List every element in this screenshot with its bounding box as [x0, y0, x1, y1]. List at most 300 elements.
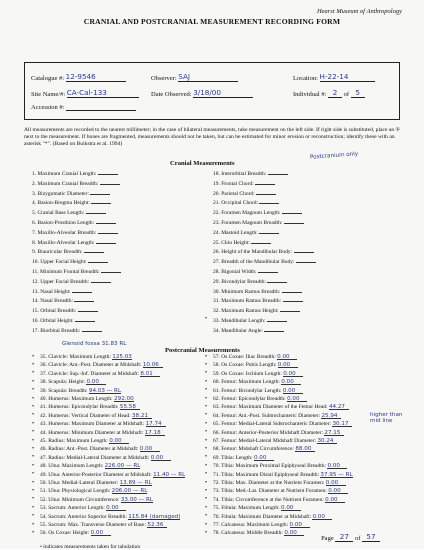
measurement-row — [213, 379, 301, 386]
measurement-label: 48. Ulna: Maximum Length: — [40, 463, 104, 470]
measurement-value-field[interactable] — [329, 404, 349, 410]
measurement-label: 78. Calcaneus: Middle Breadth: — [213, 530, 283, 537]
measurement-label: 40. Humerus: Maximum Length: — [40, 396, 113, 402]
measurement-label: 1. Maximum Cranial Length: — [32, 171, 97, 177]
measurement-value-field[interactable] — [312, 514, 332, 520]
measurement-value-field[interactable] — [325, 497, 345, 503]
measurement-row — [213, 497, 345, 504]
measurement-label: 56. Os Coxae: Height: — [40, 530, 90, 537]
measurement-value-field[interactable] — [295, 446, 315, 452]
catalogue-label: Catalogue #: — [31, 75, 65, 82]
measurement-value-field[interactable] — [84, 247, 104, 253]
measurement-row — [32, 208, 106, 217]
measurement-label: 27. Breadth of the Mandibular Body: — [213, 259, 295, 266]
measurement-value-field[interactable] — [284, 218, 304, 224]
measurement-value-field[interactable] — [88, 257, 108, 263]
measurement-label: 37. Clavicle: Sup.-Inf. Diameter at Midshaft: — [40, 370, 139, 377]
glenoid-fossa-note: Glenoid fossa 31.83 RL — [62, 341, 127, 347]
measurement-value-field[interactable] — [281, 505, 301, 511]
measurement-value: 292.00 — [114, 396, 134, 402]
measurement-value: 0.00 — [281, 379, 294, 386]
measurement-row — [40, 404, 140, 411]
measurement-value-field[interactable] — [277, 354, 297, 360]
measurement-label: 64. Femur: Ant.-Post. Subtrochanteric Diameter: — [213, 412, 321, 419]
measurement-value-field[interactable] — [267, 277, 287, 283]
measurement-value: 0.00 — [287, 396, 300, 402]
measurement-row — [213, 404, 349, 411]
measurement-value-field[interactable] — [100, 179, 120, 185]
measurement-value-field[interactable] — [91, 530, 111, 536]
measurement-row — [32, 267, 121, 276]
measurement-row — [40, 388, 121, 395]
measurement-value-field[interactable] — [268, 169, 288, 175]
measurement-value: 0.00 — [312, 513, 325, 520]
measurement-row — [213, 198, 279, 207]
measurement-row — [40, 421, 166, 428]
measurement-label: 68. Femur: Midshaft Circumference: — [213, 446, 294, 453]
measurement-row — [40, 522, 167, 529]
measurement-value-field[interactable] — [75, 316, 95, 322]
measurement-value: 88.00 — [295, 446, 312, 453]
measurement-value-field[interactable] — [264, 326, 284, 332]
measurement-value-field[interactable] — [106, 505, 126, 511]
measurement-value-field[interactable] — [120, 404, 140, 410]
measurement-row — [213, 326, 284, 335]
measurement-label: 13. Nasal Height: — [32, 288, 71, 295]
measurement-label: 33. Mandibular Length: — [213, 318, 266, 324]
measurement-value-field[interactable] — [283, 388, 303, 394]
measurement-label: 65. Femur: Medial-Lateral Subtrochanteric Diameter: — [213, 421, 332, 428]
measurement-row — [32, 306, 98, 315]
tabulation-bullet: • — [32, 471, 35, 478]
measurement-value-field[interactable] — [105, 463, 141, 469]
cranial-heading: Cranial Measurements — [170, 160, 235, 167]
tabulation-bullet: • — [32, 370, 35, 377]
measurement-value-field[interactable] — [98, 228, 118, 234]
measurement-value-field[interactable] — [86, 379, 106, 385]
tabulation-bullet: • — [205, 429, 208, 436]
measurement-row — [213, 488, 348, 495]
measurement-label: 55. Sacrum: Max. Transverse Diameter of Base: — [40, 522, 147, 528]
measurement-value-field[interactable] — [258, 267, 278, 273]
measurement-value-field[interactable] — [326, 480, 346, 486]
measurement-row — [213, 371, 303, 378]
measurement-label: 25. Chin Height: — [213, 239, 250, 246]
measurement-value: 0.00 — [284, 530, 297, 537]
measurement-value-field[interactable] — [112, 488, 148, 494]
measurement-label: 76. Fibula: Maximum Diameter at Midshaft: — [213, 513, 312, 520]
measurement-value: 0.00 — [327, 463, 340, 470]
measurement-row — [213, 396, 307, 403]
measurement-value: 0.00 — [280, 505, 294, 512]
measurement-row — [40, 396, 134, 403]
tabulation-bullet: • — [205, 361, 208, 368]
individual-of: of — [343, 91, 350, 98]
date-field — [151, 88, 253, 98]
measurement-row — [40, 480, 152, 487]
measurement-label: 32. Maximum Ramus Height: — [213, 308, 279, 315]
measurement-value: 8.01 — [140, 370, 153, 377]
observer-field — [151, 72, 238, 82]
measurement-row — [40, 488, 147, 495]
measurement-label: 2. Maximum Cranial Breadth: — [32, 180, 99, 187]
measurement-row — [213, 446, 315, 453]
measurement-value-field[interactable] — [147, 522, 167, 528]
page-value: 27 — [339, 532, 349, 541]
measurement-value: 52.36 — [147, 522, 164, 528]
tabulation-bullet: • — [205, 412, 208, 419]
measurement-value: 44.27 — [328, 404, 345, 411]
measurement-row — [40, 362, 163, 369]
accession-field — [31, 104, 136, 111]
measurement-value-field[interactable] — [121, 497, 153, 503]
measurement-value-field[interactable] — [96, 238, 116, 244]
measurement-value-field[interactable] — [140, 371, 160, 377]
measurement-value-field[interactable] — [327, 463, 347, 469]
measurement-value-field[interactable] — [112, 354, 132, 360]
measurement-value-field[interactable] — [255, 179, 275, 185]
measurement-label: 31. Maximum Ramus Breadth: — [213, 298, 282, 305]
tabulation-bullet: • — [205, 315, 208, 322]
measurement-value-field[interactable] — [78, 306, 98, 312]
tabulation-bullet: • — [205, 487, 208, 494]
measurement-value-field[interactable] — [96, 218, 116, 224]
measurement-label: 43. Humerus: Maximum Diameter at Midshaft: — [40, 421, 145, 428]
date-label: Date Observed: — [151, 91, 192, 98]
measurement-value-field[interactable] — [287, 396, 307, 402]
measurement-value: 30.24 — [317, 438, 334, 444]
measurement-label: 9. Biauricular Breadth: — [32, 249, 83, 256]
measurement-label: 44. Humerus: Minimum Diameter at Midshaft: — [40, 429, 144, 436]
measurement-label: 6. Basion-Prosthion Length: — [32, 220, 95, 226]
tabulation-bullet: • — [32, 387, 35, 394]
measurement-value: 0.00 — [282, 387, 296, 394]
observer-value-line — [178, 72, 238, 82]
measurement-value-field[interactable] — [254, 455, 274, 461]
tabulation-bullet: • — [205, 479, 208, 486]
measurement-row — [32, 198, 111, 207]
tabulation-bullet: • — [205, 420, 208, 427]
measurement-label: 72. Tibia: Max. Diameter at the Nutrient Foramen: — [213, 480, 325, 486]
site-value: CA-Cal-133 — [66, 88, 107, 97]
measurement-label: 17. Biorbital Breadth: — [32, 327, 81, 334]
measurement-label: 26. Height of the Mandibular Body: — [213, 249, 293, 256]
measurement-label: 62. Femur: Epicondylar Breadth: — [213, 396, 286, 402]
tabulation-bullet: • — [205, 454, 208, 461]
measurement-value-field[interactable] — [320, 472, 352, 478]
measurement-label: 67. Femur: Medial-Lateral Midshaft Diameter: — [213, 438, 317, 444]
date-value-line — [193, 88, 253, 98]
measurement-row — [40, 455, 171, 462]
measurement-value: 206.00 — RL — [111, 488, 148, 495]
measurement-row — [32, 238, 116, 247]
measurement-value: 11.40 — RL — [153, 471, 186, 478]
measurement-label: 7. Maxillo-Alveolar Breadth: — [32, 229, 97, 236]
measurement-value-field[interactable] — [321, 413, 341, 419]
measurement-label: 66. Femur: Anterior-Posterior Midshaft Diameter: — [213, 429, 324, 436]
measurement-value-field[interactable] — [91, 277, 111, 283]
measurement-row — [213, 421, 352, 428]
measurement-row — [213, 179, 275, 188]
measurement-value-field[interactable] — [290, 522, 310, 528]
measurement-row — [213, 316, 287, 325]
measurement-row — [213, 277, 287, 286]
measurement-label: 53. Sacrum: Anterior Length: — [40, 505, 105, 512]
bottom-note: • indicates measurements taken for tabulation — [40, 544, 141, 550]
measurement-value: 33.00 — RL — [120, 496, 153, 503]
individual-label: Individual #: — [293, 91, 327, 98]
measurement-value-field[interactable] — [324, 430, 344, 436]
measurement-label: 70. Tibia: Maximum Proximal Epiphyseal Breadth: — [213, 463, 327, 470]
measurement-value-field[interactable] — [296, 257, 316, 263]
tabulation-bullet: • — [32, 429, 35, 436]
measurement-label: 20. Parietal Chord: — [213, 190, 255, 197]
measurement-row — [213, 430, 344, 437]
measurement-label: 22. Foramen Magnum Length: — [213, 210, 281, 217]
measurement-value-field[interactable] — [145, 430, 165, 436]
measurement-value-field[interactable] — [98, 169, 118, 175]
measurement-row — [213, 505, 301, 512]
measurement-label: 15. Orbital Breadth: — [32, 308, 77, 315]
measurement-label: 19. Frontal Chord: — [213, 180, 254, 187]
tabulation-bullet: • — [32, 479, 35, 486]
measurement-value-field[interactable] — [132, 413, 152, 419]
tabulation-bullet: • — [205, 445, 208, 452]
measurement-row — [32, 316, 95, 325]
catalogue-value: 12-9546 — [65, 72, 96, 81]
form-title: CRANIAL AND POSTCRANIAL MEASUREMENT RECORDING FORM — [83, 17, 341, 26]
measurement-value-field[interactable] — [282, 287, 302, 293]
measurement-row — [32, 326, 102, 335]
measurement-value-field[interactable] — [140, 446, 160, 452]
catalogue-field — [31, 72, 126, 82]
measurement-value: 30.17 — [332, 421, 349, 428]
measurement-label: 51. Ulna: Physiological Length: — [40, 488, 111, 495]
tabulation-bullet: • — [32, 496, 35, 503]
measurement-label: 35. Clavicle: Maximum Length: — [40, 354, 111, 360]
measurement-label: 46. Radius: Ant.-Post. Diameter at Midshaft: — [40, 446, 139, 453]
observer-value: SAJ — [178, 72, 190, 81]
tabulation-bullet: • — [205, 403, 208, 410]
measurement-label: 58. Os Coxae: Pubis Length: — [213, 362, 277, 369]
tabulation-bullet: • — [32, 462, 35, 469]
measurement-label: 29. Bicondylar Breadth: — [213, 278, 267, 285]
measurement-value: 0.00 — [109, 438, 122, 444]
measurement-label: 71. Tibia: Maximum Distal Epiphyseal Breadth: — [213, 471, 320, 478]
tabulation-bullet: • — [205, 521, 208, 528]
measurement-value-field[interactable] — [267, 316, 287, 322]
tabulation-bullet: • — [205, 387, 208, 394]
site-value-line — [67, 88, 139, 98]
measurement-value-field[interactable] — [109, 438, 129, 444]
measurement-value-field[interactable] — [251, 238, 271, 244]
location-field — [293, 72, 375, 82]
measurement-value-field[interactable] — [120, 480, 152, 486]
measurement-row — [40, 438, 129, 445]
measurement-label: 34. Mandibular Angle: — [213, 327, 263, 334]
page-of: of — [354, 535, 361, 542]
measurement-row — [40, 505, 126, 512]
measurement-row — [40, 413, 152, 420]
measurement-value-field[interactable] — [91, 198, 111, 204]
measurement-row — [40, 371, 160, 378]
tabulation-bullet: • — [32, 395, 35, 402]
measurement-value: 94.03 — RL — [88, 387, 122, 394]
measurement-value-field[interactable] — [143, 362, 163, 368]
measurement-value-field[interactable] — [317, 438, 337, 444]
individual-total: 5 — [355, 88, 360, 97]
measurement-label: 21. Occipital Chord: — [213, 200, 259, 207]
location-value: H-22-14 — [319, 72, 349, 81]
measurement-label: 45. Radius: Maximum Length: — [40, 438, 108, 444]
measurement-row — [213, 287, 302, 296]
tabulation-bullet: • — [32, 437, 35, 444]
measurement-value: 13.89 — RL — [119, 480, 152, 486]
measurement-value-field[interactable] — [90, 189, 110, 195]
measurement-label: 52. Ulna: Minimum Circumference: — [40, 496, 120, 503]
measurement-label: 42. Humerus: Vertical Diameter of Head: — [40, 412, 131, 419]
measurement-value-field[interactable] — [151, 455, 171, 461]
measurement-value: 0.00 — [328, 488, 341, 495]
measurement-value: 0.00 — [106, 505, 119, 512]
measurement-value: 0.00 — [325, 480, 339, 486]
measurement-label: 69. Tibia: Length: — [213, 454, 253, 461]
femur-midline-note: higher than mid line — [370, 412, 403, 424]
site-label: Site Name/#: — [31, 91, 66, 98]
page-total-line — [362, 532, 380, 542]
measurement-value-field[interactable] — [284, 530, 304, 536]
measurement-value-field[interactable] — [278, 362, 298, 368]
measurement-value: 0.00 — [289, 522, 302, 528]
measurement-label: 11. Minimum Frontal Breadth: — [32, 269, 100, 275]
measurement-value: 0.00 — [86, 379, 99, 386]
measurement-row — [213, 208, 302, 217]
measurement-row — [40, 379, 106, 386]
tabulation-bullet: • — [205, 504, 208, 511]
measurement-value-field[interactable] — [72, 287, 92, 293]
tabulation-bullet: • — [205, 437, 208, 444]
individual-total-line — [351, 88, 365, 98]
tabulation-bullet: • — [32, 529, 35, 536]
measurement-row — [213, 514, 332, 521]
tabulation-bullet: • — [32, 403, 35, 410]
measurement-value-field[interactable] — [256, 189, 276, 195]
measurement-row — [213, 228, 279, 237]
measurement-label: 75. Fibula: Maximum Length: — [213, 505, 280, 512]
measurement-row — [213, 189, 276, 198]
tabulation-bullet: • — [205, 395, 208, 402]
measurement-row — [213, 438, 337, 445]
tabulation-bullet: • — [32, 454, 35, 461]
catalogue-value-line — [66, 72, 126, 82]
measurement-value-field[interactable] — [283, 296, 303, 302]
measurement-value-field[interactable] — [328, 488, 348, 494]
measurement-value-field[interactable] — [282, 208, 302, 214]
tabulation-bullet: • — [32, 361, 35, 368]
measurement-value-field[interactable] — [82, 326, 102, 332]
tabulation-bullet: • — [32, 353, 35, 360]
measurement-label: 50. Ulna: Medial-Lateral Diameter: — [40, 480, 119, 486]
postcranium-only-annotation: Postcranium only — [309, 151, 359, 161]
individual-field — [293, 88, 365, 98]
page-number — [321, 532, 380, 542]
measurement-label: 28. Bigonial Width: — [213, 269, 257, 275]
measurement-row — [213, 463, 347, 470]
tabulation-bullet: • — [32, 412, 35, 419]
measurement-row — [32, 257, 108, 266]
measurement-row — [213, 267, 278, 276]
measurement-value-field[interactable] — [101, 267, 121, 273]
catalogue-box — [24, 62, 400, 120]
accession-value-line — [66, 110, 136, 111]
measurement-value-field[interactable] — [259, 228, 279, 234]
measurement-value-field[interactable] — [280, 306, 300, 312]
individual-value: 2 — [332, 88, 338, 97]
measurement-value: 27.15 — [324, 429, 341, 436]
measurement-row — [40, 463, 140, 470]
tabulation-bullet: • — [205, 513, 208, 520]
measurement-row — [40, 446, 160, 453]
tabulation-bullet: • — [32, 521, 35, 528]
measurement-value-field[interactable] — [146, 421, 166, 427]
measurement-value-field[interactable] — [128, 514, 180, 520]
tabulation-bullet: • — [32, 378, 35, 385]
measurement-value: 125.03 — [112, 354, 132, 360]
measurement-label: 30. Minimum Ramus Breadth: — [213, 288, 281, 295]
measurement-row — [213, 169, 288, 178]
measurement-value: 0.00 — [277, 362, 291, 369]
measurement-value: 10.06 — [142, 362, 159, 369]
measurement-label: 57. Os Coxae: Iliac Breadth: — [213, 354, 276, 360]
measurement-label: 63. Femur: Maximum Diameter of the Femur Head: — [213, 404, 328, 411]
tabulation-bullet: • — [32, 487, 35, 494]
measurement-value-field[interactable] — [294, 247, 314, 253]
measurement-row — [32, 189, 110, 198]
accession-label: Accession #: — [31, 104, 65, 111]
measurement-value-field[interactable] — [86, 208, 106, 214]
measurement-value-field[interactable] — [74, 296, 94, 302]
measurement-value-field[interactable] — [283, 371, 303, 377]
site-field — [31, 88, 139, 98]
measurement-label: 36. Clavicle: Ant.-Post. Diameter at Midshaft: — [40, 362, 142, 369]
measurement-label: 38. Scapula: Height: — [40, 379, 86, 386]
tabulation-bullet: • — [205, 496, 208, 503]
measurement-value-field[interactable] — [259, 198, 279, 204]
measurement-row — [40, 497, 153, 504]
measurement-label: 47. Radius: Medial-Lateral Diameter at Midshaft: — [40, 454, 150, 461]
measurement-value-field[interactable] — [332, 421, 352, 427]
measurement-value: 37.95 — RL — [320, 471, 353, 478]
measurement-row — [213, 218, 304, 227]
measurement-row — [32, 296, 94, 305]
measurement-value: 17.18 — [144, 429, 161, 436]
measurement-value-field[interactable] — [89, 388, 121, 394]
measurement-row — [213, 455, 274, 462]
tabulation-bullet: • — [32, 420, 35, 427]
page-value-line — [335, 532, 353, 542]
measurement-row — [213, 472, 353, 479]
measurement-value-field[interactable] — [281, 379, 301, 385]
tabulation-bullet: • — [32, 445, 35, 452]
measurement-label: 5. Cranial Base Length: — [32, 210, 85, 217]
measurement-value-field[interactable] — [114, 396, 134, 402]
measurement-label: 59. Os Coxae: Ischium Length: — [213, 370, 282, 377]
measurement-value-field[interactable] — [153, 472, 185, 478]
measurement-value: 0.00 — [150, 454, 164, 461]
tabulation-bullet: • — [205, 471, 208, 478]
measurement-row — [32, 179, 120, 188]
measurement-row — [213, 247, 314, 256]
